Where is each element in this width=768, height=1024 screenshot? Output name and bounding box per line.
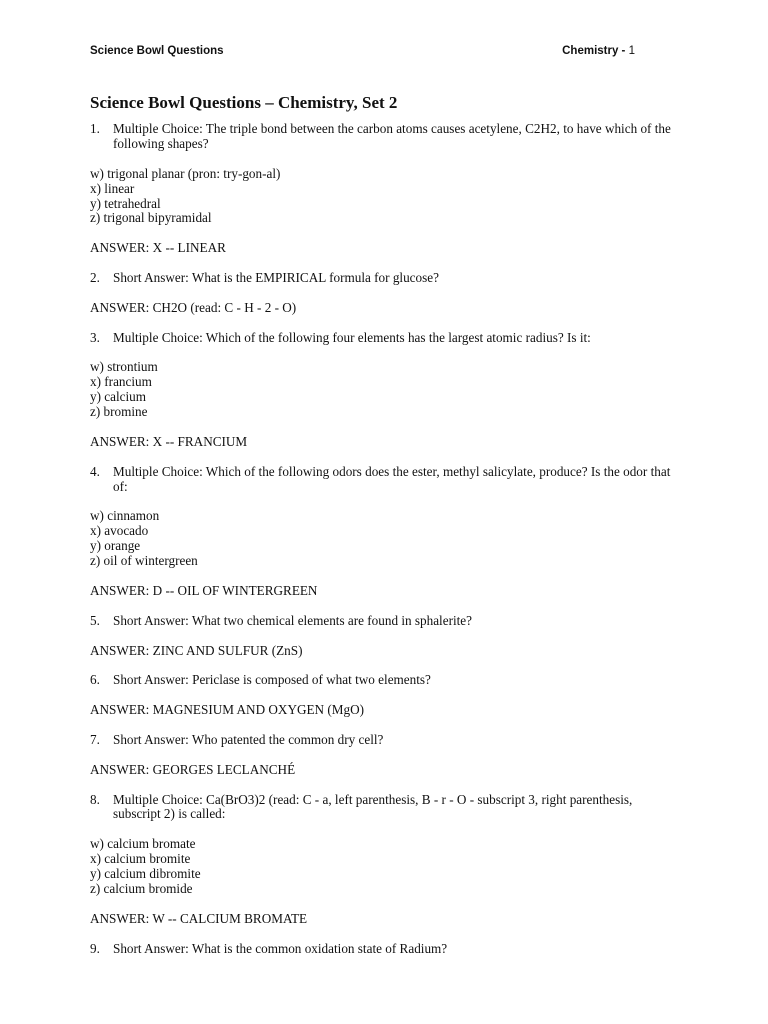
answer-choice: w) calcium bromate <box>90 836 196 852</box>
answer-choice: y) calcium <box>90 389 147 405</box>
question-text: Short Answer: What two chemical elements are found in sphalerite? <box>113 612 473 628</box>
answer-choice: w) trigonal planar (pron: try-gon-al) <box>90 165 281 181</box>
question-item <box>90 793 680 927</box>
answer-choices <box>90 360 680 420</box>
answer-choice: z) trigonal bipyramidal <box>90 210 212 226</box>
page-number: 1 <box>628 45 635 57</box>
answer-choice: x) avocado <box>90 523 149 539</box>
question-text-row <box>90 271 680 286</box>
answer-line: ANSWER: ZINC AND SULFUR (ZnS) <box>90 642 303 658</box>
question-number: 2. <box>90 270 100 286</box>
question-text-row <box>90 465 680 495</box>
question-text: Multiple Choice: Ca(BrO3)2 (read: C - a, left parenthesis, B - r - O - subscript 3, right parenthesis, subscript 2) is called: <box>113 791 633 822</box>
answer-choice: w) cinnamon <box>90 508 160 524</box>
question-number: 5. <box>90 612 100 628</box>
answer-choice: z) calcium bromide <box>90 880 193 896</box>
answer-choices <box>90 509 680 569</box>
question-text-row <box>90 673 680 688</box>
question-item <box>90 331 680 450</box>
question-item <box>90 673 680 718</box>
answer-choice: x) linear <box>90 180 135 196</box>
question-text: Short Answer: Periclase is composed of what two elements? <box>113 672 431 688</box>
question-item <box>90 465 680 599</box>
question-text-row <box>90 942 680 957</box>
answer-line: ANSWER: MAGNESIUM AND OXYGEN (MgO) <box>90 702 365 718</box>
header-section <box>562 45 635 57</box>
question-item <box>90 614 680 659</box>
answer-choice: x) calcium bromite <box>90 851 191 867</box>
question-number: 9. <box>90 940 100 956</box>
question-text: Multiple Choice: Which of the following four elements has the largest atomic radius? Is it: <box>113 329 591 345</box>
answer-line: ANSWER: W -- CALCIUM BROMATE <box>90 910 308 926</box>
question-text-row <box>90 793 680 823</box>
document-title: Science Bowl Questions – Chemistry, Set 2 <box>90 93 398 112</box>
question-item <box>90 733 680 778</box>
question-number: 3. <box>90 329 100 345</box>
answer-choice: x) francium <box>90 374 152 390</box>
question-text: Short Answer: What is the common oxidation state of Radium? <box>113 940 448 956</box>
question-number: 1. <box>90 121 100 136</box>
question-text: Multiple Choice: The triple bond between the carbon atoms causes acetylene, C2H2, to have which of the following shapes? <box>113 121 671 151</box>
header-title: Science Bowl Questions <box>90 45 224 57</box>
question-text: Short Answer: What is the EMPIRICAL formula for glucose? <box>113 270 439 286</box>
question-list <box>90 122 680 956</box>
answer-choice: z) bromine <box>90 404 148 420</box>
answer-choice: y) tetrahedral <box>90 195 161 211</box>
question-number: 6. <box>90 672 100 688</box>
question-text-row <box>90 614 680 629</box>
answer-line: ANSWER: GEORGES LECLANCHÉ <box>90 761 296 777</box>
header-section-label: Chemistry - <box>562 45 629 57</box>
answer-line: ANSWER: X -- FRANCIUM <box>90 433 248 449</box>
answer-line: ANSWER: D -- OIL OF WINTERGREEN <box>90 582 318 598</box>
question-text: Multiple Choice: Which of the following odors does the ester, methyl salicylate, produce? Is the odor that of: <box>113 463 671 494</box>
answer-choice: y) orange <box>90 538 141 554</box>
question-text-row <box>90 122 680 152</box>
question-text-row <box>90 733 680 748</box>
question-item <box>90 122 680 256</box>
answer-choice: z) oil of wintergreen <box>90 553 198 569</box>
question-item <box>90 942 680 957</box>
answer-line: ANSWER: X -- LINEAR <box>90 240 226 256</box>
answer-choices <box>90 167 680 227</box>
question-number: 4. <box>90 463 100 479</box>
document-body <box>90 93 680 971</box>
answer-line: ANSWER: CH2O (read: C - H - 2 - O) <box>90 299 297 315</box>
question-item <box>90 271 680 316</box>
question-number: 8. <box>90 791 100 807</box>
question-text: Short Answer: Who patented the common dry cell? <box>113 731 384 747</box>
question-number: 7. <box>90 731 100 747</box>
answer-choice: w) strontium <box>90 359 158 375</box>
question-text-row <box>90 331 680 346</box>
answer-choice: y) calcium dibromite <box>90 866 201 882</box>
answer-choices <box>90 837 680 897</box>
